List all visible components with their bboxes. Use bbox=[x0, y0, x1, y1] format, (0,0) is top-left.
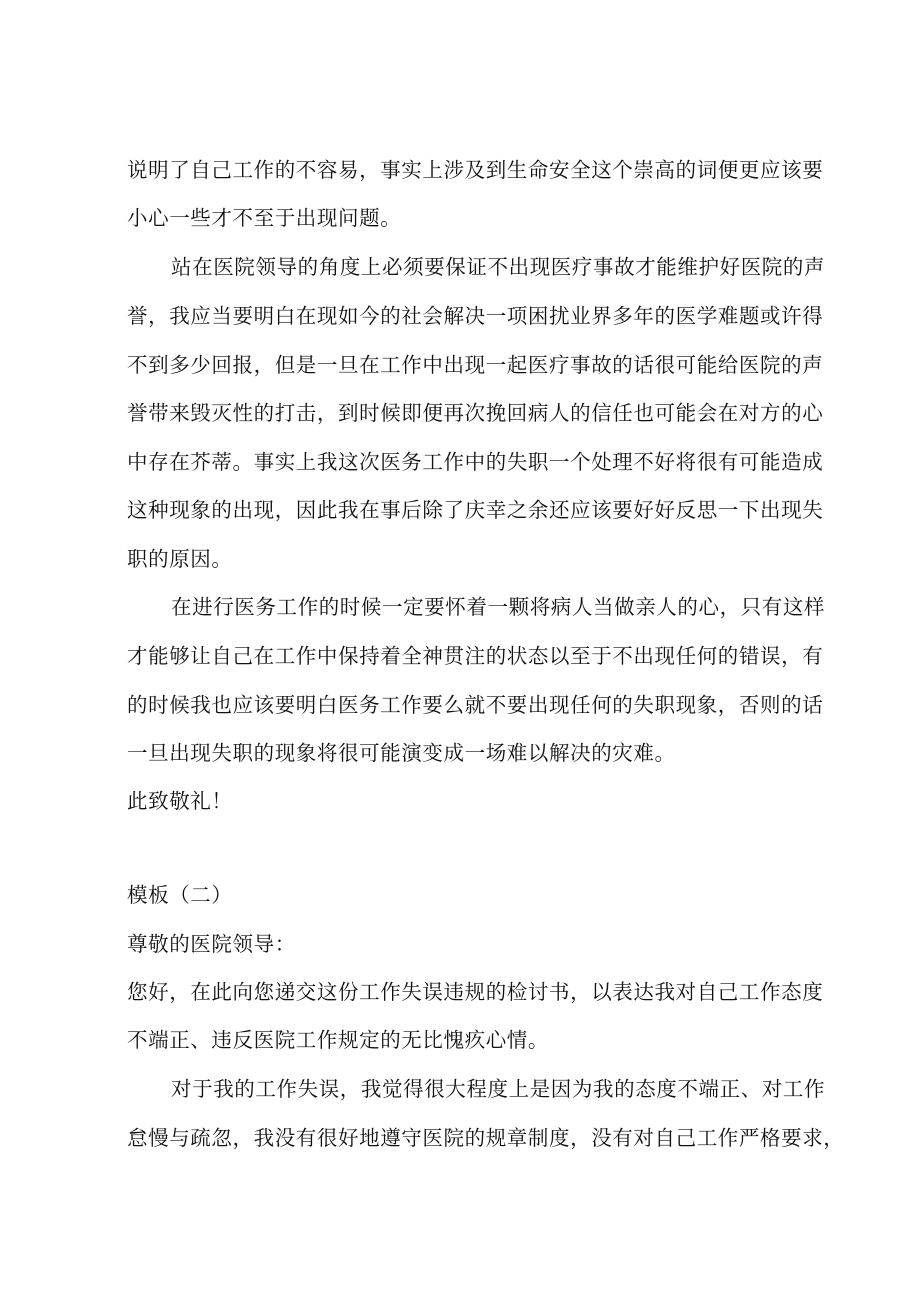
text-line: 不到多少回报，但是一旦在工作中出现一起医疗事故的话很可能给医院的声 bbox=[127, 353, 824, 377]
text-line: 才能够让自己在工作中保持着全神贯注的状态以至于不出现任何的错误，有 bbox=[127, 644, 824, 668]
text-line: 说明了自己工作的不容易，事实上涉及到生命安全这个崇高的词便更应该要 bbox=[127, 158, 824, 182]
text-line: 不端正、违反医院工作规定的无比愧疚心情。 bbox=[127, 1028, 549, 1052]
text-line: 您好，在此向您递交这份工作失误违规的检讨书，以表达我对自己工作态度 bbox=[127, 980, 824, 1004]
letter-salutation: 尊敬的医院领导： bbox=[127, 932, 296, 956]
text-line: 的时候我也应该要明白医务工作要么就不要出现任何的失职现象，否则的话 bbox=[127, 693, 824, 717]
section-heading: 模板（二） bbox=[127, 883, 233, 907]
text-line: 誉带来毁灭性的打击，到时候即便再次挽回病人的信任也可能会在对方的心 bbox=[127, 401, 824, 425]
text-line: 一旦出现失职的现象将很可能演变成一场难以解决的灾难。 bbox=[127, 741, 676, 765]
closing-salutation: 此致敬礼！ bbox=[127, 789, 233, 813]
text-line: 小心一些才不至于出现问题。 bbox=[127, 206, 402, 230]
paragraph-first-line: 站在医院领导的角度上必须要保证不出现医疗事故才能维护好医院的声 bbox=[171, 255, 826, 279]
text-line: 怠慢与疏忽，我没有很好地遵守医院的规章制度，没有对自己工作严格要求， bbox=[127, 1126, 845, 1150]
paragraph-first-line: 在进行医务工作的时候一定要怀着一颗将病人当做亲人的心，只有这样 bbox=[171, 595, 826, 619]
text-line: 职的原因。 bbox=[127, 547, 233, 571]
text-line: 誉，我应当要明白在现如今的社会解决一项困扰业界多年的医学难题或许得 bbox=[127, 304, 824, 328]
paragraph-first-line: 对于我的工作失误，我觉得很大程度上是因为我的态度不端正、对工作 bbox=[171, 1077, 826, 1101]
text-line: 这种现象的出现，因此我在事后除了庆幸之余还应该要好好反思一下出现失 bbox=[127, 498, 824, 522]
text-line: 中存在芥蒂。事实上我这次医务工作中的失职一个处理不好将很有可能造成 bbox=[127, 450, 824, 474]
